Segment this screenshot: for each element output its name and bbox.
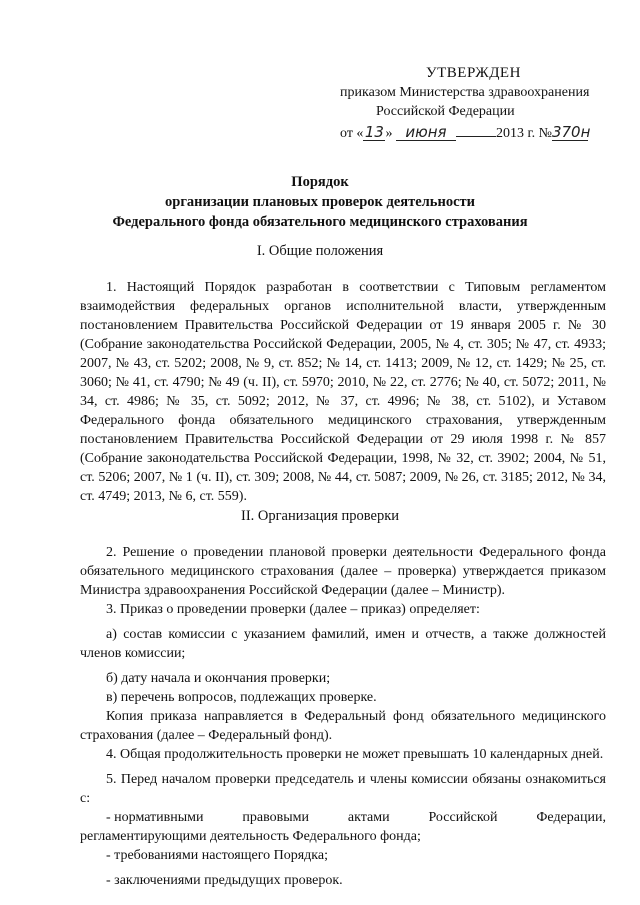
approval-line-2: Российской Федерации: [376, 104, 515, 119]
section-1-body: [80, 278, 606, 506]
document-title: [80, 172, 560, 232]
paragraph-2: 2. Решение о проведении плановой проверки деятельности Федерального фонда обязательного медицинского страхования (далее – проверка) утверждается приказом Министра здравоохранения Российской Федерации (далее – Министр).: [80, 545, 606, 598]
paragraph-3d: Копия приказа направляется в Федеральный фонд обязательного медицинского страхования (далее – Федеральный фонд).: [80, 709, 606, 743]
paragraph-5: 5. Перед началом проверки председатель и члены комиссии обязаны ознакомиться с:: [80, 772, 606, 806]
approval-stamp: [340, 64, 625, 143]
paragraph-3a: а) состав комиссии с указанием фамилий, имен и отчеств, а также должностей членов комиссии;: [80, 627, 606, 661]
paragraph-4: 4. Общая продолжительность проверки не может превышать 10 календарных дней.: [106, 747, 604, 762]
paragraph-5c: - заключениями предыдущих проверок.: [106, 873, 343, 888]
paragraph-5a-continued: регламентирующими деятельность Федерального фонда;: [80, 829, 421, 844]
handwritten-day: 13: [364, 123, 384, 141]
handwritten-order-number: 370н: [551, 123, 591, 141]
title-line-2: организации плановых проверок деятельности: [165, 194, 475, 210]
paragraph-3c: в) перечень вопросов, подлежащих проверке.: [106, 690, 377, 705]
paragraph-3b: б) дату начала и окончания проверки;: [106, 671, 331, 686]
paragraph-5b: - требованиями настоящего Порядка;: [106, 848, 328, 863]
title-line-3: Федерального фонда обязательного медицинского страхования: [112, 214, 528, 230]
section-2-heading: II. Организация проверки: [240, 508, 400, 524]
section-1-heading: I. Общие положения: [256, 243, 384, 259]
title-line-1: Порядок: [291, 174, 349, 190]
approval-line-1: приказом Министерства здравоохранения: [340, 85, 590, 100]
approval-title: УТВЕРЖДЕН: [426, 65, 521, 81]
blank-line: [456, 136, 496, 137]
section-2-body: [80, 543, 606, 890]
paragraph-5a: - нормативными правовыми актами Российской Федерации,: [106, 810, 606, 825]
paragraph-3: 3. Приказ о проведении проверки (далее – приказ) определяет:: [106, 602, 480, 617]
approval-date-line: от «13» июня 2013 г. №370н: [340, 123, 591, 141]
handwritten-month: июня: [396, 125, 456, 141]
paragraph-1: 1. Настоящий Порядок разработан в соответствии с Типовым регламентом взаимодействия федеральных органов исполнительной власти, утвержденным постановлением Правительства Российской Федерации от 19 января 2005 г. № 30 (Собрание законодательства Российской Федерации, 2005, № 4, ст. 305; № 47, ст. 4933; 2007, № 43, ст. 5202; 2008, № 9, ст. 852; № 14, ст. 1413; 2009, № 12, ст. 1429; № 25, ст. 3060; № 41, ст. 4790; № 49 (ч. II), ст. 5970; 2010, № 22, ст. 2776; № 40, ст. 5072; 2011, № 34, ст. 4986; № 35, ст. 5092; 2012, № 37, ст. 4996; № 38, ст. 5102), и Уставом Федерального фонда обязательного медицинского страхования, утвержденным постановлением Правительства Российской Федерации от 29 июля 1998 г. № 857 (Собрание законодательства Российской Федерации, 1998, № 32, ст. 3902; 2004, № 51, ст. 5206; 2007, № 1 (ч. II), ст. 309; 2008, № 44, ст. 5087; 2009, № 26, ст. 3185; 2012, № 34, ст. 4749; 2013, № 6, ст. 559).: [80, 280, 606, 504]
